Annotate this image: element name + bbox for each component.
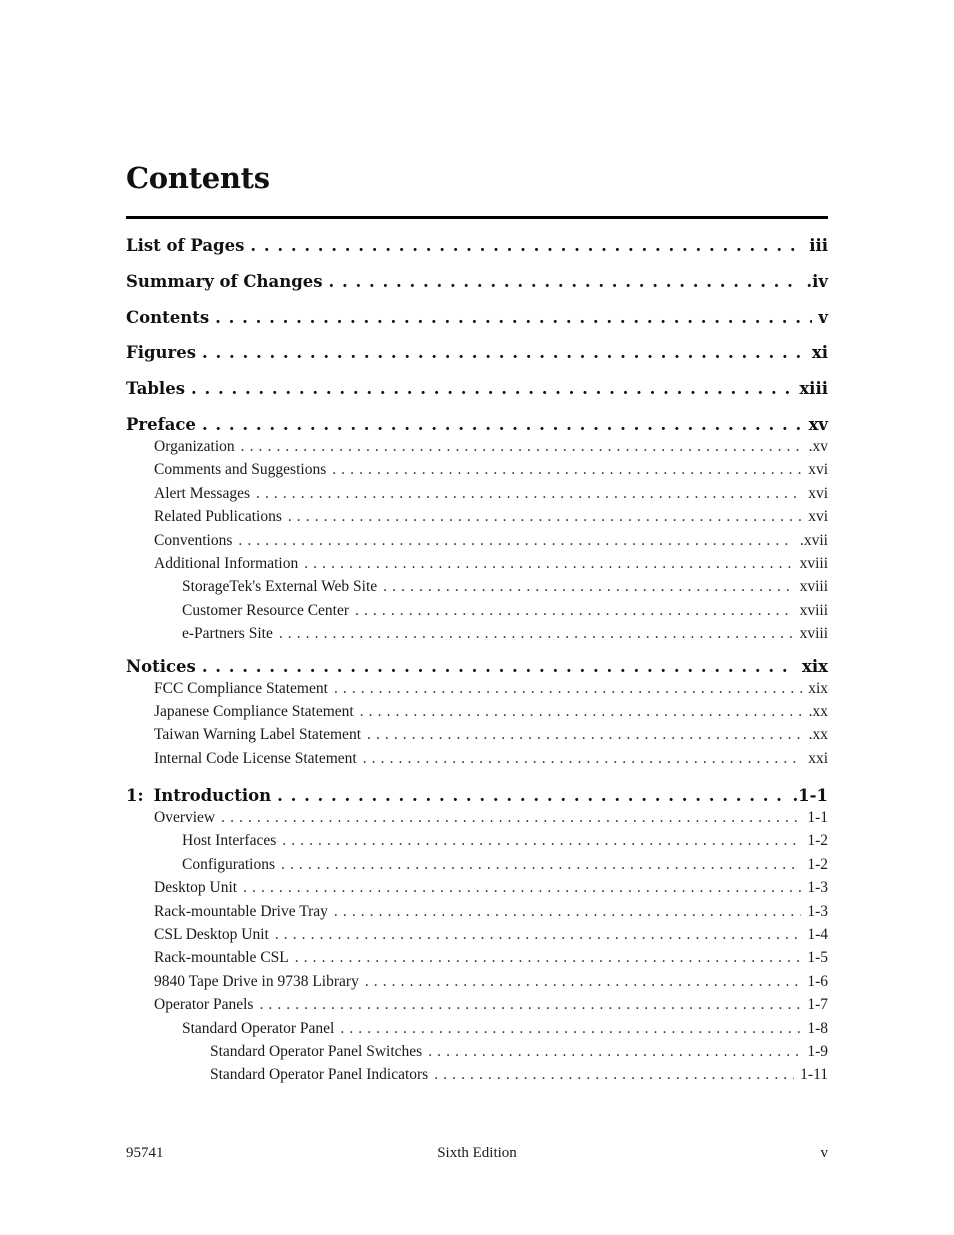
toc-title-text: Rack-mountable Drive Tray: [154, 902, 328, 920]
toc-title-text: Comments and Suggestions: [154, 461, 327, 479]
toc-entry[interactable]: [126, 700, 828, 723]
toc-title-text: 9840 Tape Drive in 9738 Library: [154, 972, 359, 990]
toc-section-entry[interactable]: [126, 415, 828, 435]
toc-title-text: Figures: [126, 343, 196, 363]
toc-title-text: Taiwan Warning Label Statement: [154, 726, 361, 744]
toc-page-number: 1-2: [807, 832, 828, 850]
toc-title-text: Preface: [126, 414, 196, 434]
dot-leader: [202, 343, 806, 363]
toc-page-number: 1-2: [807, 855, 828, 873]
toc-page-number: 1-5: [807, 949, 828, 967]
toc-page-number: .1-1: [792, 786, 828, 806]
toc-entry-title: [154, 993, 253, 1016]
toc-entry-title: [182, 829, 276, 852]
dot-leader: [243, 876, 801, 899]
toc-entry[interactable]: [126, 723, 828, 746]
toc-title-text: Summary of Changes: [126, 271, 323, 291]
toc-entry[interactable]: [126, 622, 828, 645]
footer-page-number: v: [820, 1145, 828, 1161]
toc-title-text: List of Pages: [126, 236, 245, 255]
dot-leader: [304, 552, 793, 575]
title-rule: [126, 216, 828, 219]
dot-leader: [282, 829, 801, 852]
toc-entry[interactable]: [126, 993, 828, 1016]
toc-title-text: Desktop Unit: [154, 879, 238, 897]
toc-page-number: xvi: [808, 484, 828, 502]
toc-title-text: Japanese Compliance Statement: [154, 702, 354, 720]
toc-page-number: .iv: [806, 271, 828, 291]
dot-leader: [434, 1063, 794, 1086]
dot-leader: [281, 853, 801, 876]
toc-title-text: Standard Operator Panel: [182, 1019, 335, 1037]
toc-entry-title: [126, 786, 271, 806]
toc-section-entry[interactable]: [126, 343, 828, 363]
toc-title-text: FCC Compliance Statement: [154, 679, 328, 697]
dot-leader: [279, 622, 794, 645]
toc-entry[interactable]: [126, 946, 828, 969]
toc-page-number: 1-11: [800, 1066, 828, 1084]
dot-leader: [365, 970, 802, 993]
toc-entry-title: [210, 1040, 422, 1063]
toc-page-number: xix: [808, 679, 828, 697]
toc-entry[interactable]: [126, 806, 828, 829]
toc-section-entry[interactable]: [126, 379, 828, 399]
toc-entry[interactable]: [126, 900, 828, 923]
toc-page-number: xiii: [799, 379, 828, 399]
toc-page-number: xvi: [808, 461, 828, 479]
dot-leader: [363, 747, 802, 770]
dot-leader: [277, 786, 786, 806]
dot-leader: [360, 700, 803, 723]
toc-title-text: Overview: [154, 809, 216, 827]
toc-entry[interactable]: [126, 677, 828, 700]
toc-page-number: 1-8: [807, 1019, 828, 1037]
toc-page-number: .xx: [808, 702, 828, 720]
toc-title-text: Rack-mountable CSL: [154, 949, 289, 967]
toc-page-number: 1-1: [807, 809, 828, 827]
toc-title-text: Standard Operator Panel Indicators: [210, 1066, 429, 1084]
toc-entry[interactable]: [126, 599, 828, 622]
toc-entry-title: [154, 876, 237, 899]
toc-section-entry[interactable]: [126, 786, 828, 806]
toc-page-number: xix: [802, 656, 828, 676]
toc-page-number: xviii: [799, 578, 828, 596]
toc-entry[interactable]: [126, 970, 828, 993]
dot-leader: [334, 677, 802, 700]
dot-leader: [383, 575, 793, 598]
dot-leader: [238, 529, 794, 552]
toc-entry-title: [126, 657, 196, 677]
dot-leader: [191, 379, 793, 399]
toc-entry-title: [182, 599, 349, 622]
toc-title-text: Conventions: [154, 531, 233, 549]
toc-title-text: Customer Resource Center: [182, 601, 350, 619]
toc-title-text: Organization: [154, 437, 235, 455]
toc-page-number: 1-3: [807, 879, 828, 897]
toc-page-number: xv: [808, 414, 828, 434]
toc-entry[interactable]: [126, 482, 828, 505]
toc-page-number: iii: [809, 236, 828, 255]
toc-entry-title: [210, 1063, 428, 1086]
toc-entry-title: [154, 505, 282, 528]
toc-entry-title: [126, 308, 209, 328]
toc-entry[interactable]: [126, 1040, 828, 1063]
dot-leader: [202, 657, 796, 677]
chapter-number: 1:: [126, 786, 144, 806]
toc-entry-title: [126, 379, 185, 399]
toc-page-number: xviii: [799, 554, 828, 572]
toc-entry[interactable]: [126, 435, 828, 458]
toc-entry[interactable]: [126, 529, 828, 552]
toc-entry[interactable]: [126, 829, 828, 852]
dot-leader: [329, 272, 801, 292]
dot-leader: [288, 505, 802, 528]
toc-entry-title: [154, 806, 215, 829]
toc-page-number: 1-3: [807, 902, 828, 920]
toc-entry-title: [154, 747, 357, 770]
toc-page-number: xxi: [808, 749, 828, 767]
table-of-contents: [126, 236, 828, 1087]
toc-entry[interactable]: [126, 747, 828, 770]
toc-entry[interactable]: [126, 923, 828, 946]
toc-entry[interactable]: [126, 505, 828, 528]
toc-title-text: Tables: [126, 379, 185, 399]
dot-leader: [250, 236, 803, 256]
toc-title-text: StorageTek's External Web Site: [182, 578, 378, 596]
toc-entry[interactable]: [126, 1063, 828, 1086]
toc-title-text: CSL Desktop Unit: [154, 926, 269, 944]
toc-entry[interactable]: [126, 1017, 828, 1040]
toc-page-number: xi: [811, 343, 828, 363]
toc-page-number: .xv: [808, 437, 828, 455]
toc-entry-title: [154, 923, 269, 946]
toc-entry-title: [182, 853, 275, 876]
toc-section-entry[interactable]: [126, 236, 828, 256]
dot-leader: [295, 946, 802, 969]
toc-entry[interactable]: [126, 853, 828, 876]
toc-page-number: .xx: [808, 726, 828, 744]
toc-entry-title: [182, 1017, 334, 1040]
dot-leader: [334, 900, 801, 923]
toc-section-entry[interactable]: [126, 657, 828, 677]
dot-leader: [256, 482, 802, 505]
dot-leader: [275, 923, 802, 946]
toc-section-entry[interactable]: [126, 308, 828, 328]
toc-title-text: Related Publications: [154, 508, 282, 526]
toc-title-text: Notices: [126, 656, 196, 676]
toc-entry-title: [154, 970, 359, 993]
toc-entry-title: [154, 458, 326, 481]
toc-entry-title: [154, 552, 298, 575]
toc-page-number: xviii: [799, 601, 828, 619]
toc-section-entry[interactable]: [126, 272, 828, 292]
toc-title-text: Host Interfaces: [182, 832, 277, 850]
page-footer: [126, 1145, 828, 1165]
dot-leader: [340, 1017, 801, 1040]
toc-title-text: Additional Information: [154, 554, 299, 572]
toc-page-number: 1-7: [807, 996, 828, 1014]
toc-entry-title: [154, 529, 232, 552]
toc-entry-title: [126, 343, 196, 363]
toc-page-number: xvi: [808, 508, 828, 526]
toc-entry-title: [182, 622, 273, 645]
toc-entry-title: [154, 946, 289, 969]
footer-doc-number: 95741: [126, 1145, 164, 1161]
toc-page-number: 1-4: [807, 926, 828, 944]
toc-page-number: 1-9: [807, 1042, 828, 1060]
toc-title-text: e-Partners Site: [182, 625, 273, 643]
toc-entry[interactable]: [126, 876, 828, 899]
toc-entry-title: [154, 700, 354, 723]
toc-page-number: xviii: [799, 625, 828, 643]
toc-entry-title: [126, 272, 323, 292]
toc-title-text: Standard Operator Panel Switches: [210, 1042, 423, 1060]
toc-title-text: Alert Messages: [154, 484, 250, 502]
toc-entry[interactable]: [126, 552, 828, 575]
toc-entry-title: [154, 435, 235, 458]
dot-leader: [241, 435, 803, 458]
dot-leader: [332, 458, 802, 481]
toc-entry-title: [154, 677, 328, 700]
dot-leader: [355, 599, 794, 622]
dot-leader: [259, 993, 801, 1016]
toc-title-text: Contents: [126, 307, 210, 327]
dot-leader: [221, 806, 801, 829]
toc-title-text: Operator Panels: [154, 996, 254, 1014]
toc-entry[interactable]: [126, 575, 828, 598]
page-title: Contents: [126, 161, 270, 195]
dot-leader: [367, 723, 803, 746]
dot-leader: [215, 308, 812, 328]
toc-page-number: v: [818, 307, 828, 327]
footer-edition: Sixth Edition: [437, 1145, 517, 1161]
toc-entry-title: [182, 575, 377, 598]
toc-entry-title: [154, 482, 250, 505]
toc-title-text: Introduction: [153, 786, 272, 806]
toc-title-text: Configurations: [182, 855, 275, 873]
toc-entry-title: [154, 723, 361, 746]
toc-entry-title: [126, 415, 196, 435]
toc-page-number: 1-6: [807, 972, 828, 990]
dot-leader: [202, 415, 803, 435]
dot-leader: [428, 1040, 801, 1063]
toc-entry[interactable]: [126, 458, 828, 481]
toc-entry-title: [126, 236, 244, 256]
toc-page-number: .xvii: [800, 531, 828, 549]
toc-entry-title: [154, 900, 328, 923]
toc-title-text: Internal Code License Statement: [154, 749, 357, 767]
